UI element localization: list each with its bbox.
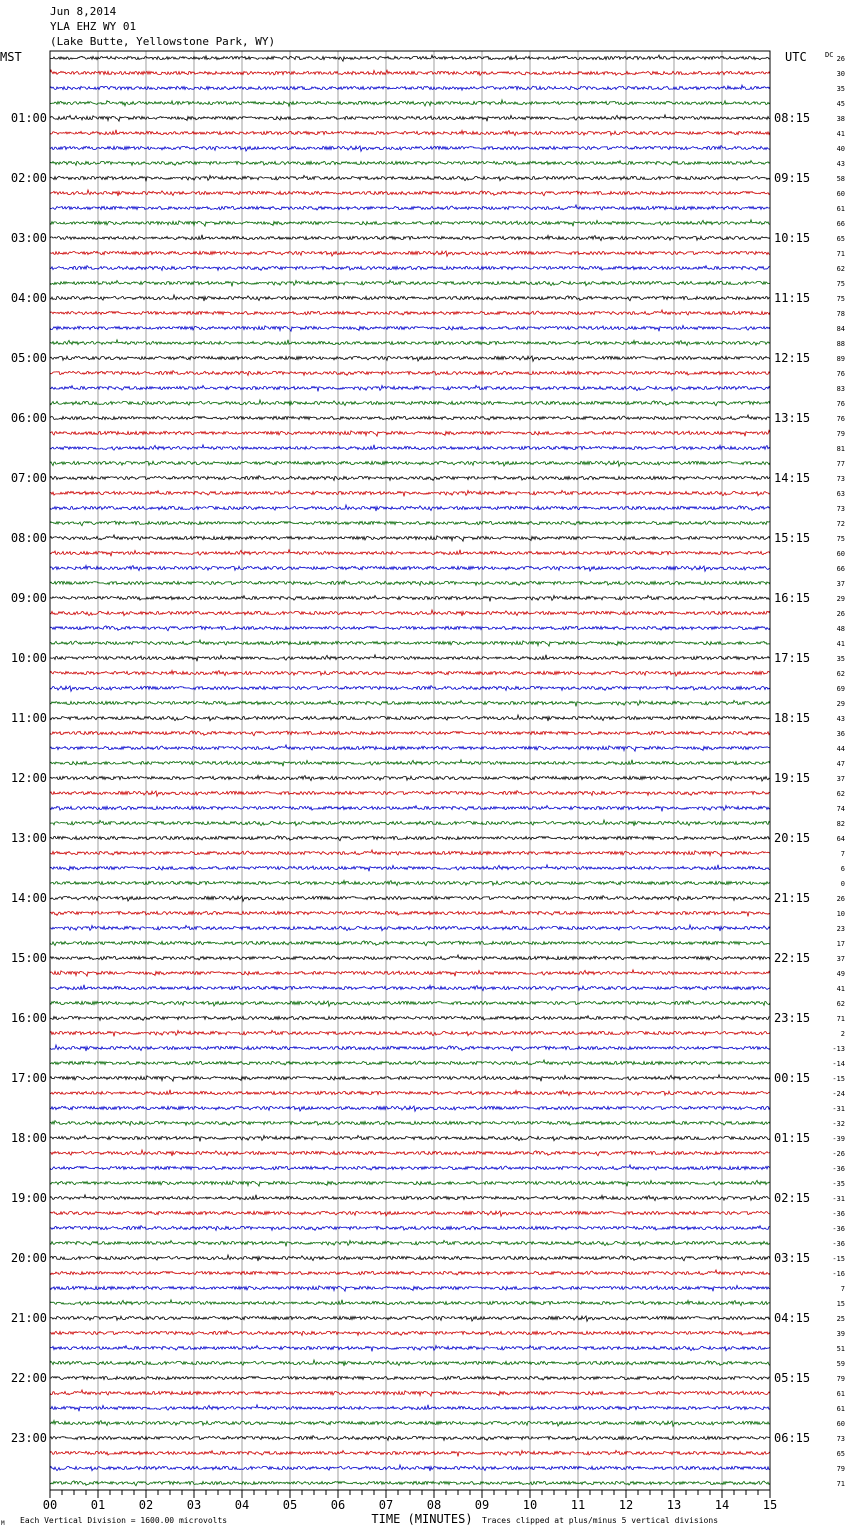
utc-hour-label: 13:15 <box>774 411 811 425</box>
trace-row <box>50 1075 770 1082</box>
dc-offset-value: 6 <box>840 865 845 873</box>
dc-offset-value: 29 <box>836 700 845 708</box>
x-tick-label: 00 <box>42 1498 58 1512</box>
dc-offset-value: 76 <box>836 370 845 378</box>
dc-offset-value: 39 <box>836 1330 845 1338</box>
trace-row <box>50 190 770 196</box>
utc-hour-label: 09:15 <box>774 171 811 185</box>
dc-offset-value: 79 <box>836 430 845 438</box>
axis-labels <box>0 50 845 1527</box>
trace-row <box>50 1300 770 1306</box>
dc-offset-value: -36 <box>832 1225 845 1233</box>
trace-row <box>50 1390 770 1396</box>
dc-offset-value: 58 <box>836 175 845 183</box>
trace-row <box>50 925 770 931</box>
trace-row <box>50 310 770 315</box>
dc-offset-value: 64 <box>836 835 845 843</box>
mst-hour-label: 01:00 <box>10 111 47 125</box>
dc-offset-value: 60 <box>836 190 845 198</box>
trace-row <box>50 1195 770 1201</box>
trace-row <box>50 431 770 437</box>
dc-offset-value: 65 <box>836 235 845 243</box>
trace-row <box>50 1331 770 1336</box>
trace-row <box>50 865 770 872</box>
dc-offset-value: 69 <box>836 685 845 693</box>
trace-row <box>50 280 770 286</box>
dc-offset-value: 43 <box>836 160 845 168</box>
trace-row <box>50 205 770 210</box>
utc-hour-label: 16:15 <box>774 591 811 605</box>
trace-row <box>50 610 770 616</box>
trace-row <box>50 1106 770 1111</box>
trace-row <box>50 1150 770 1156</box>
trace-row <box>50 340 770 346</box>
dc-offset-value: 7 <box>840 1285 845 1293</box>
dc-label: DC <box>825 51 834 59</box>
trace-row <box>50 1450 770 1456</box>
dc-offset-value: 0 <box>840 880 845 888</box>
dc-offset-value: 41 <box>836 985 845 993</box>
dc-offset-value: -15 <box>832 1075 845 1083</box>
utc-axis-label: UTC <box>785 50 807 64</box>
dc-offset-value: 43 <box>836 715 845 723</box>
dc-offset-value: 73 <box>836 475 845 483</box>
mst-hour-label: 14:00 <box>10 891 47 905</box>
dc-offset-value: 62 <box>836 265 845 273</box>
trace-row <box>50 1211 770 1216</box>
dc-offset-value: -35 <box>832 1180 845 1188</box>
dc-offset-value: -13 <box>832 1045 845 1053</box>
utc-hour-label: 22:15 <box>774 951 811 965</box>
dc-offset-value: 76 <box>836 400 845 408</box>
dc-offset-value: 38 <box>836 115 845 123</box>
x-tick-label: 07 <box>378 1498 394 1512</box>
dc-offset-value: 41 <box>836 130 845 138</box>
dc-offset-value: 74 <box>836 805 845 813</box>
trace-row <box>50 326 770 332</box>
dc-offset-value: 49 <box>836 970 845 978</box>
dc-offset-value: 71 <box>836 1015 845 1023</box>
mst-hour-label: 21:00 <box>10 1311 47 1325</box>
dc-offset-value: 35 <box>836 655 845 663</box>
dc-offset-value: 7 <box>840 850 845 858</box>
dc-offset-value: 60 <box>836 550 845 558</box>
trace-row <box>50 371 770 376</box>
dc-offset-value: -31 <box>832 1195 845 1203</box>
mst-hour-label: 12:00 <box>10 771 47 785</box>
mst-hour-label: 17:00 <box>10 1071 47 1085</box>
x-tick-label: 12 <box>618 1498 634 1512</box>
dc-offset-value: -26 <box>832 1150 845 1158</box>
dc-offset-value: -16 <box>832 1270 845 1278</box>
dc-offset-value: 79 <box>836 1375 845 1383</box>
trace-row <box>50 385 770 391</box>
trace-row <box>50 1226 770 1231</box>
dc-offset-value: 62 <box>836 1000 845 1008</box>
trace-row <box>50 1016 770 1021</box>
trace-row <box>50 731 770 736</box>
dc-offset-value: -15 <box>832 1255 845 1263</box>
trace-row <box>50 146 770 152</box>
dc-offset-value: 61 <box>836 1390 845 1398</box>
trace-row <box>50 521 770 526</box>
trace-row <box>50 175 770 181</box>
trace-row <box>50 836 770 841</box>
dc-offset-value: 35 <box>836 85 845 93</box>
utc-hour-label: 11:15 <box>774 291 811 305</box>
mst-hour-label: 02:00 <box>10 171 47 185</box>
trace-row <box>50 1420 770 1426</box>
trace-row <box>50 1316 770 1321</box>
trace-row <box>50 55 770 61</box>
dc-offset-value: 73 <box>836 1435 845 1443</box>
dc-offset-value: 37 <box>836 580 845 588</box>
utc-hour-label: 15:15 <box>774 531 811 545</box>
trace-row <box>50 115 770 122</box>
trace-row <box>50 1001 770 1007</box>
dc-offset-value: 37 <box>836 955 845 963</box>
mst-hour-label: 06:00 <box>10 411 47 425</box>
dc-offset-value: -31 <box>832 1105 845 1113</box>
trace-row <box>50 565 770 571</box>
trace-row <box>50 1090 770 1096</box>
trace-row <box>50 400 770 406</box>
trace-row <box>50 251 770 256</box>
x-tick-label: 15 <box>762 1498 778 1512</box>
mst-hour-label: 15:00 <box>10 951 47 965</box>
dc-offset-value: 17 <box>836 940 845 948</box>
dc-offset-value: 41 <box>836 640 845 648</box>
x-tick-label: 04 <box>234 1498 250 1512</box>
x-tick-label: 09 <box>474 1498 490 1512</box>
dc-offset-value: 26 <box>836 55 845 63</box>
utc-hour-label: 00:15 <box>774 1071 811 1085</box>
trace-group <box>50 55 770 1486</box>
dc-offset-value: 73 <box>836 505 845 513</box>
corner-mark: M <box>1 1520 5 1527</box>
station-label: YLA EHZ WY 01 <box>50 20 137 33</box>
dc-offset-value: 71 <box>836 250 845 258</box>
mst-hour-label: 23:00 <box>10 1431 47 1445</box>
trace-row <box>50 1405 770 1412</box>
trace-row <box>50 1360 770 1366</box>
dc-offset-value: 51 <box>836 1345 845 1353</box>
x-tick-label: 13 <box>666 1498 682 1512</box>
trace-row <box>50 220 770 227</box>
x-tick-label: 01 <box>90 1498 106 1512</box>
dc-offset-value: 62 <box>836 670 845 678</box>
trace-row <box>50 626 770 631</box>
dc-offset-value: 44 <box>836 745 845 753</box>
trace-row <box>50 970 770 977</box>
trace-row <box>50 1345 770 1351</box>
x-tick-label: 05 <box>282 1498 298 1512</box>
trace-row <box>50 1376 770 1380</box>
dc-offset-value: 71 <box>836 1480 845 1488</box>
trace-row <box>50 70 770 75</box>
trace-row <box>50 100 770 106</box>
mst-hour-label: 13:00 <box>10 831 47 845</box>
trace-row <box>50 415 770 420</box>
mst-hour-label: 04:00 <box>10 291 47 305</box>
dc-offset-value: 59 <box>836 1360 845 1368</box>
utc-hour-label: 10:15 <box>774 231 811 245</box>
utc-hour-label: 21:15 <box>774 891 811 905</box>
trace-row <box>50 1240 770 1246</box>
trace-row <box>50 1436 770 1441</box>
trace-row <box>50 1045 770 1051</box>
dc-offset-value: 79 <box>836 1465 845 1473</box>
dc-offset-value: 84 <box>836 325 845 333</box>
utc-hour-label: 02:15 <box>774 1191 811 1205</box>
dc-offset-value: 25 <box>836 1315 845 1323</box>
trace-row <box>50 235 770 241</box>
trace-row <box>50 161 770 166</box>
x-tick-label: 08 <box>426 1498 442 1512</box>
trace-row <box>50 505 770 511</box>
dc-offset-value: -36 <box>832 1210 845 1218</box>
clipping-note: Traces clipped at plus/minus 5 vertical divisions <box>482 1516 719 1525</box>
trace-row <box>50 1465 770 1471</box>
mst-hour-label: 22:00 <box>10 1371 47 1385</box>
mst-axis-label: MST <box>0 50 22 64</box>
dc-offset-value: 76 <box>836 415 845 423</box>
trace-row <box>50 581 770 586</box>
mst-hour-label: 16:00 <box>10 1011 47 1025</box>
trace-row <box>50 1286 770 1292</box>
mst-hour-label: 18:00 <box>10 1131 47 1145</box>
x-axis-title: TIME (MINUTES) <box>371 1512 473 1526</box>
dc-offset-value: 10 <box>836 910 845 918</box>
utc-hour-label: 05:15 <box>774 1371 811 1385</box>
dc-offset-value: 75 <box>836 280 845 288</box>
dc-offset-value: 66 <box>836 565 845 573</box>
trace-row <box>50 595 770 601</box>
mst-hour-label: 20:00 <box>10 1251 47 1265</box>
mst-hour-label: 10:00 <box>10 651 47 665</box>
trace-row <box>50 461 770 466</box>
dc-offset-value: 30 <box>836 70 845 78</box>
dc-offset-value: 26 <box>836 895 845 903</box>
dc-offset-value: 36 <box>836 730 845 738</box>
dc-offset-value: 2 <box>840 1030 845 1038</box>
trace-row <box>50 911 770 917</box>
trace-row <box>50 1255 770 1261</box>
trace-row <box>50 985 770 991</box>
trace-row <box>50 476 770 481</box>
trace-row <box>50 806 770 812</box>
dc-offset-value: 82 <box>836 820 845 828</box>
trace-row <box>50 1270 770 1275</box>
mst-hour-label: 11:00 <box>10 711 47 725</box>
mst-hour-label: 08:00 <box>10 531 47 545</box>
dc-offset-value: -39 <box>832 1135 845 1143</box>
dc-offset-value: -14 <box>832 1060 845 1068</box>
dc-offset-value: 66 <box>836 220 845 228</box>
x-tick-label: 14 <box>714 1498 730 1512</box>
dc-offset-value: 65 <box>836 1450 845 1458</box>
trace-row <box>50 1481 770 1486</box>
trace-row <box>50 295 770 301</box>
dc-offset-value: 63 <box>836 490 845 498</box>
dc-offset-value: 23 <box>836 925 845 933</box>
dc-offset-value: 40 <box>836 145 845 153</box>
trace-row <box>50 445 770 451</box>
trace-row <box>50 686 770 692</box>
mst-hour-label: 19:00 <box>10 1191 47 1205</box>
trace-row <box>50 820 770 826</box>
utc-hour-label: 23:15 <box>774 1011 811 1025</box>
mst-hour-label: 09:00 <box>10 591 47 605</box>
dc-offset-value: -24 <box>832 1090 845 1098</box>
dc-offset-value: 26 <box>836 610 845 618</box>
trace-row <box>50 550 770 557</box>
trace-row <box>50 896 770 902</box>
trace-row <box>50 880 770 885</box>
utc-hour-label: 08:15 <box>774 111 811 125</box>
trace-row <box>50 1121 770 1126</box>
dc-offset-value: 72 <box>836 520 845 528</box>
dc-offset-value: -32 <box>832 1120 845 1128</box>
trace-row <box>50 266 770 271</box>
dc-offset-value: 15 <box>836 1300 845 1308</box>
location-label: (Lake Butte, Yellowstone Park, WY) <box>50 35 276 48</box>
x-tick-label: 02 <box>138 1498 154 1512</box>
dc-offset-value: 88 <box>836 340 845 348</box>
trace-row <box>50 941 770 946</box>
dc-offset-value: 62 <box>836 790 845 798</box>
trace-row <box>50 640 770 646</box>
trace-row <box>50 955 770 960</box>
mst-hour-label: 03:00 <box>10 231 47 245</box>
utc-hour-label: 14:15 <box>774 471 811 485</box>
utc-hour-label: 19:15 <box>774 771 811 785</box>
x-tick-label: 03 <box>186 1498 202 1512</box>
utc-hour-label: 03:15 <box>774 1251 811 1265</box>
trace-row <box>50 715 770 721</box>
trace-row <box>50 490 770 496</box>
dc-offset-value: 83 <box>836 385 845 393</box>
dc-offset-value: 75 <box>836 535 845 543</box>
dc-offset-value: 37 <box>836 775 845 783</box>
dc-offset-value: -36 <box>832 1240 845 1248</box>
trace-row <box>50 1135 770 1141</box>
trace-row <box>50 356 770 361</box>
dc-offset-value: 60 <box>836 1420 845 1428</box>
mst-hour-label: 07:00 <box>10 471 47 485</box>
dc-offset-value: 29 <box>836 595 845 603</box>
trace-row <box>50 535 770 541</box>
dc-offset-value: 78 <box>836 310 845 318</box>
dc-offset-value: 89 <box>836 355 845 363</box>
utc-hour-label: 17:15 <box>774 651 811 665</box>
trace-row <box>50 85 770 90</box>
division-scale-note: Each Vertical Division = 1600.00 microvolts <box>20 1516 228 1525</box>
trace-row <box>50 1165 770 1170</box>
trace-row <box>50 1060 770 1065</box>
dc-offset-value: 48 <box>836 625 845 633</box>
x-tick-label: 06 <box>330 1498 346 1512</box>
mst-hour-label: 05:00 <box>10 351 47 365</box>
dc-offset-value: 61 <box>836 205 845 213</box>
trace-row <box>50 130 770 136</box>
dc-offset-value: 45 <box>836 100 845 108</box>
trace-row <box>50 655 770 662</box>
trace-row <box>50 775 770 781</box>
trace-row <box>50 850 770 856</box>
utc-hour-label: 04:15 <box>774 1311 811 1325</box>
dc-offset-value: -36 <box>832 1165 845 1173</box>
utc-hour-label: 06:15 <box>774 1431 811 1445</box>
dc-offset-value: 47 <box>836 760 845 768</box>
trace-row <box>50 791 770 797</box>
trace-row <box>50 1180 770 1186</box>
trace-row <box>50 745 770 751</box>
trace-row <box>50 760 770 767</box>
trace-row <box>50 700 770 706</box>
x-tick-label: 11 <box>570 1498 586 1512</box>
trace-row <box>50 1030 770 1036</box>
dc-offset-value: 77 <box>836 460 845 468</box>
date-label: Jun 8,2014 <box>50 5 117 18</box>
dc-offset-value: 61 <box>836 1405 845 1413</box>
utc-hour-label: 20:15 <box>774 831 811 845</box>
utc-hour-label: 01:15 <box>774 1131 811 1145</box>
utc-hour-label: 12:15 <box>774 351 811 365</box>
dc-offset-value: 75 <box>836 295 845 303</box>
trace-row <box>50 670 770 676</box>
utc-hour-label: 18:15 <box>774 711 811 725</box>
x-tick-label: 10 <box>522 1498 538 1512</box>
dc-offset-value: 81 <box>836 445 845 453</box>
